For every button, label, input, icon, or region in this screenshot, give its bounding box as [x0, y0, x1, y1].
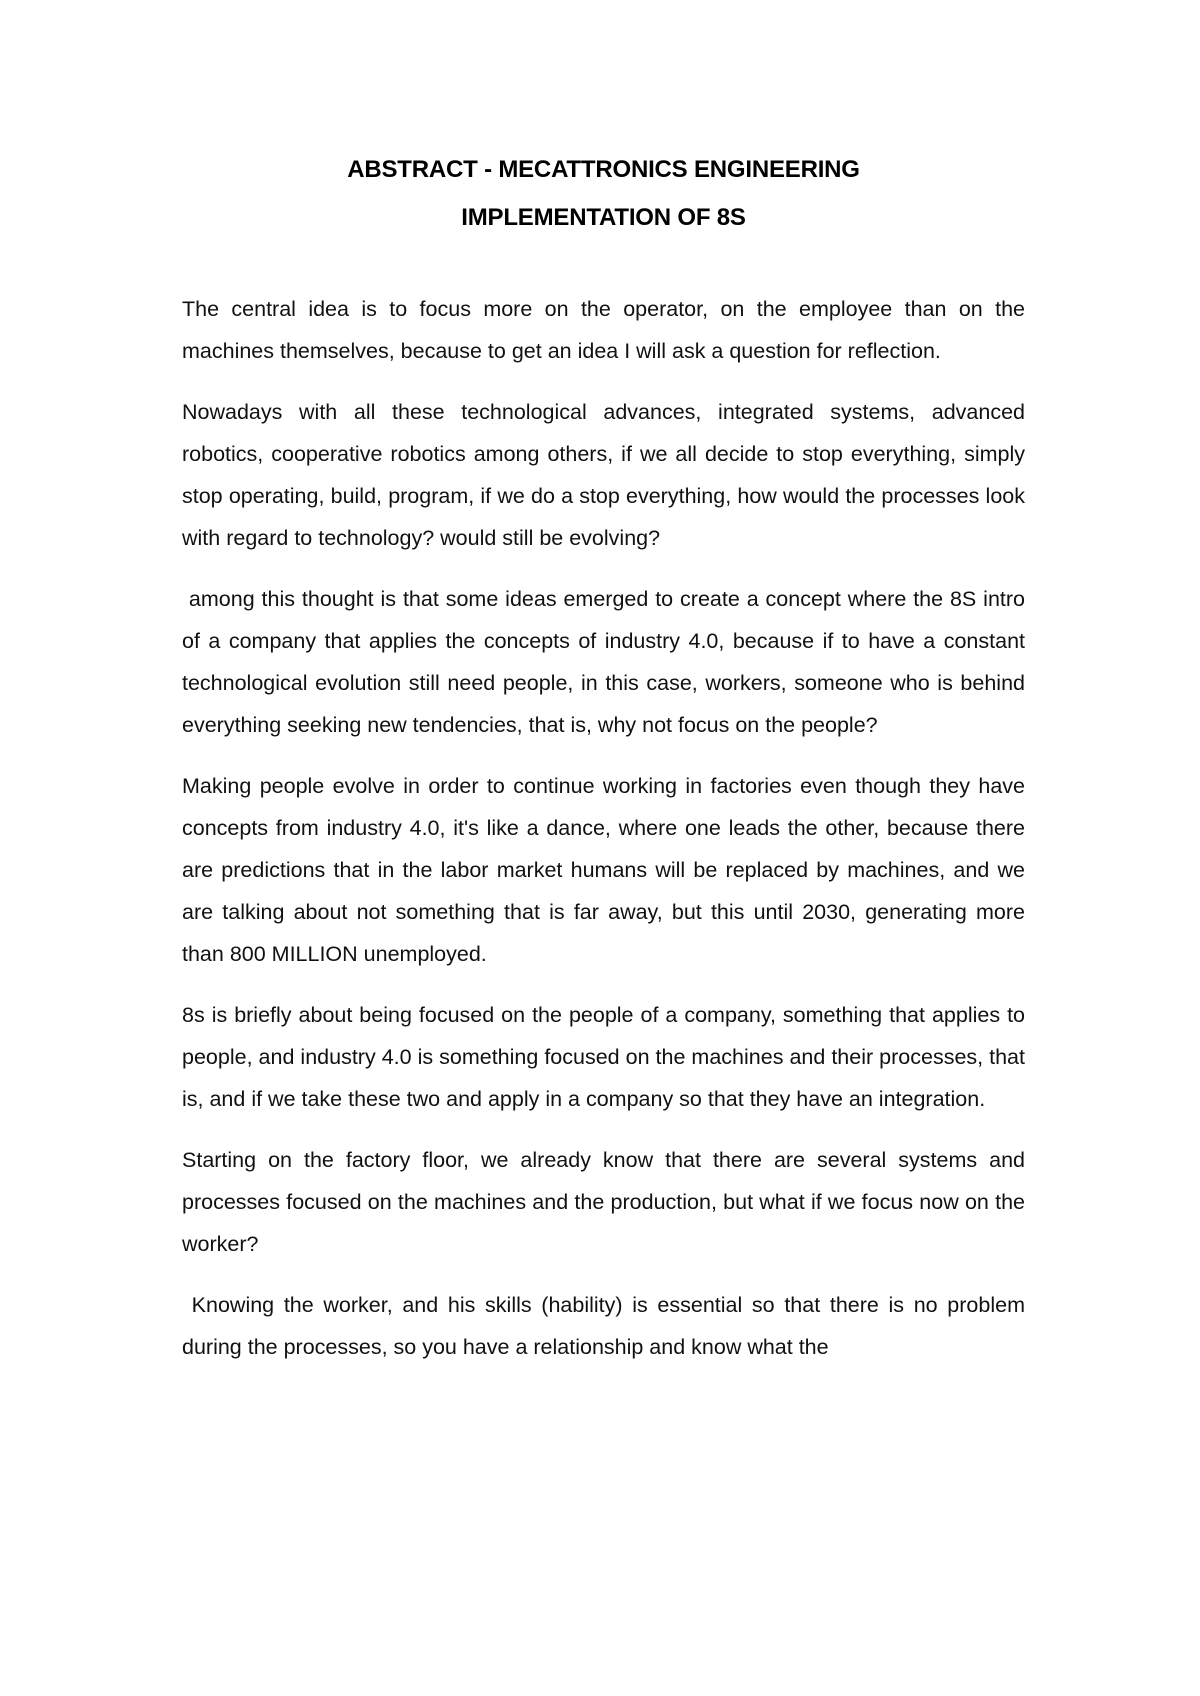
paragraph-4: Making people evolve in order to continue working in factories even though they have concepts from industry 4.0, it's like a dance, where one leads the other, because there are predictions that in the labor market humans will be replaced by machines, and we are talking about not something that is far away, but this until 2030, generating more than 800 MILLION unemployed. [182, 774, 1025, 966]
paragraph-5: 8s is briefly about being focused on the people of a company, something that applies to people, and industry 4.0 is something focused on the machines and their processes, that is, and if we take these two and apply in a company so that they have an integration. [182, 1003, 1025, 1111]
paragraph-6: Starting on the factory floor, we already know that there are several systems and processes focused on the machines and the production, but what if we focus now on the worker? [182, 1148, 1025, 1256]
paragraph-1: The central idea is to focus more on the operator, on the employee than on the machines themselves, because to get an idea I will ask a question for reflection. [182, 297, 1025, 363]
paragraph-7: Knowing the worker, and his skills (hability) is essential so that there is no problem during the processes, so you have a relationship and know what the [182, 1293, 1031, 1359]
title-line-1: ABSTRACT - MECATTRONICS ENGINEERING [347, 156, 860, 183]
paragraph-2: Nowadays with all these technological advances, integrated systems, advanced robotics, cooperative robotics among others, if we all decide to stop everything, simply stop operating, build, program, if we do a stop everything, how would the processes look with regard to technology? would still be evolving? [182, 400, 1025, 550]
document-title [182, 146, 1025, 242]
paragraph-3: among this thought is that some ideas emerged to create a concept where the 8S intro of a company that applies the concepts of industry 4.0, because if to have a constant technological evolution still need people, in this case, workers, someone who is behind everything seeking new tendencies, that is, why not focus on the people? [182, 587, 1031, 737]
title-line-2: IMPLEMENTATION OF 8S [461, 204, 746, 231]
document-body [182, 288, 1031, 1387]
